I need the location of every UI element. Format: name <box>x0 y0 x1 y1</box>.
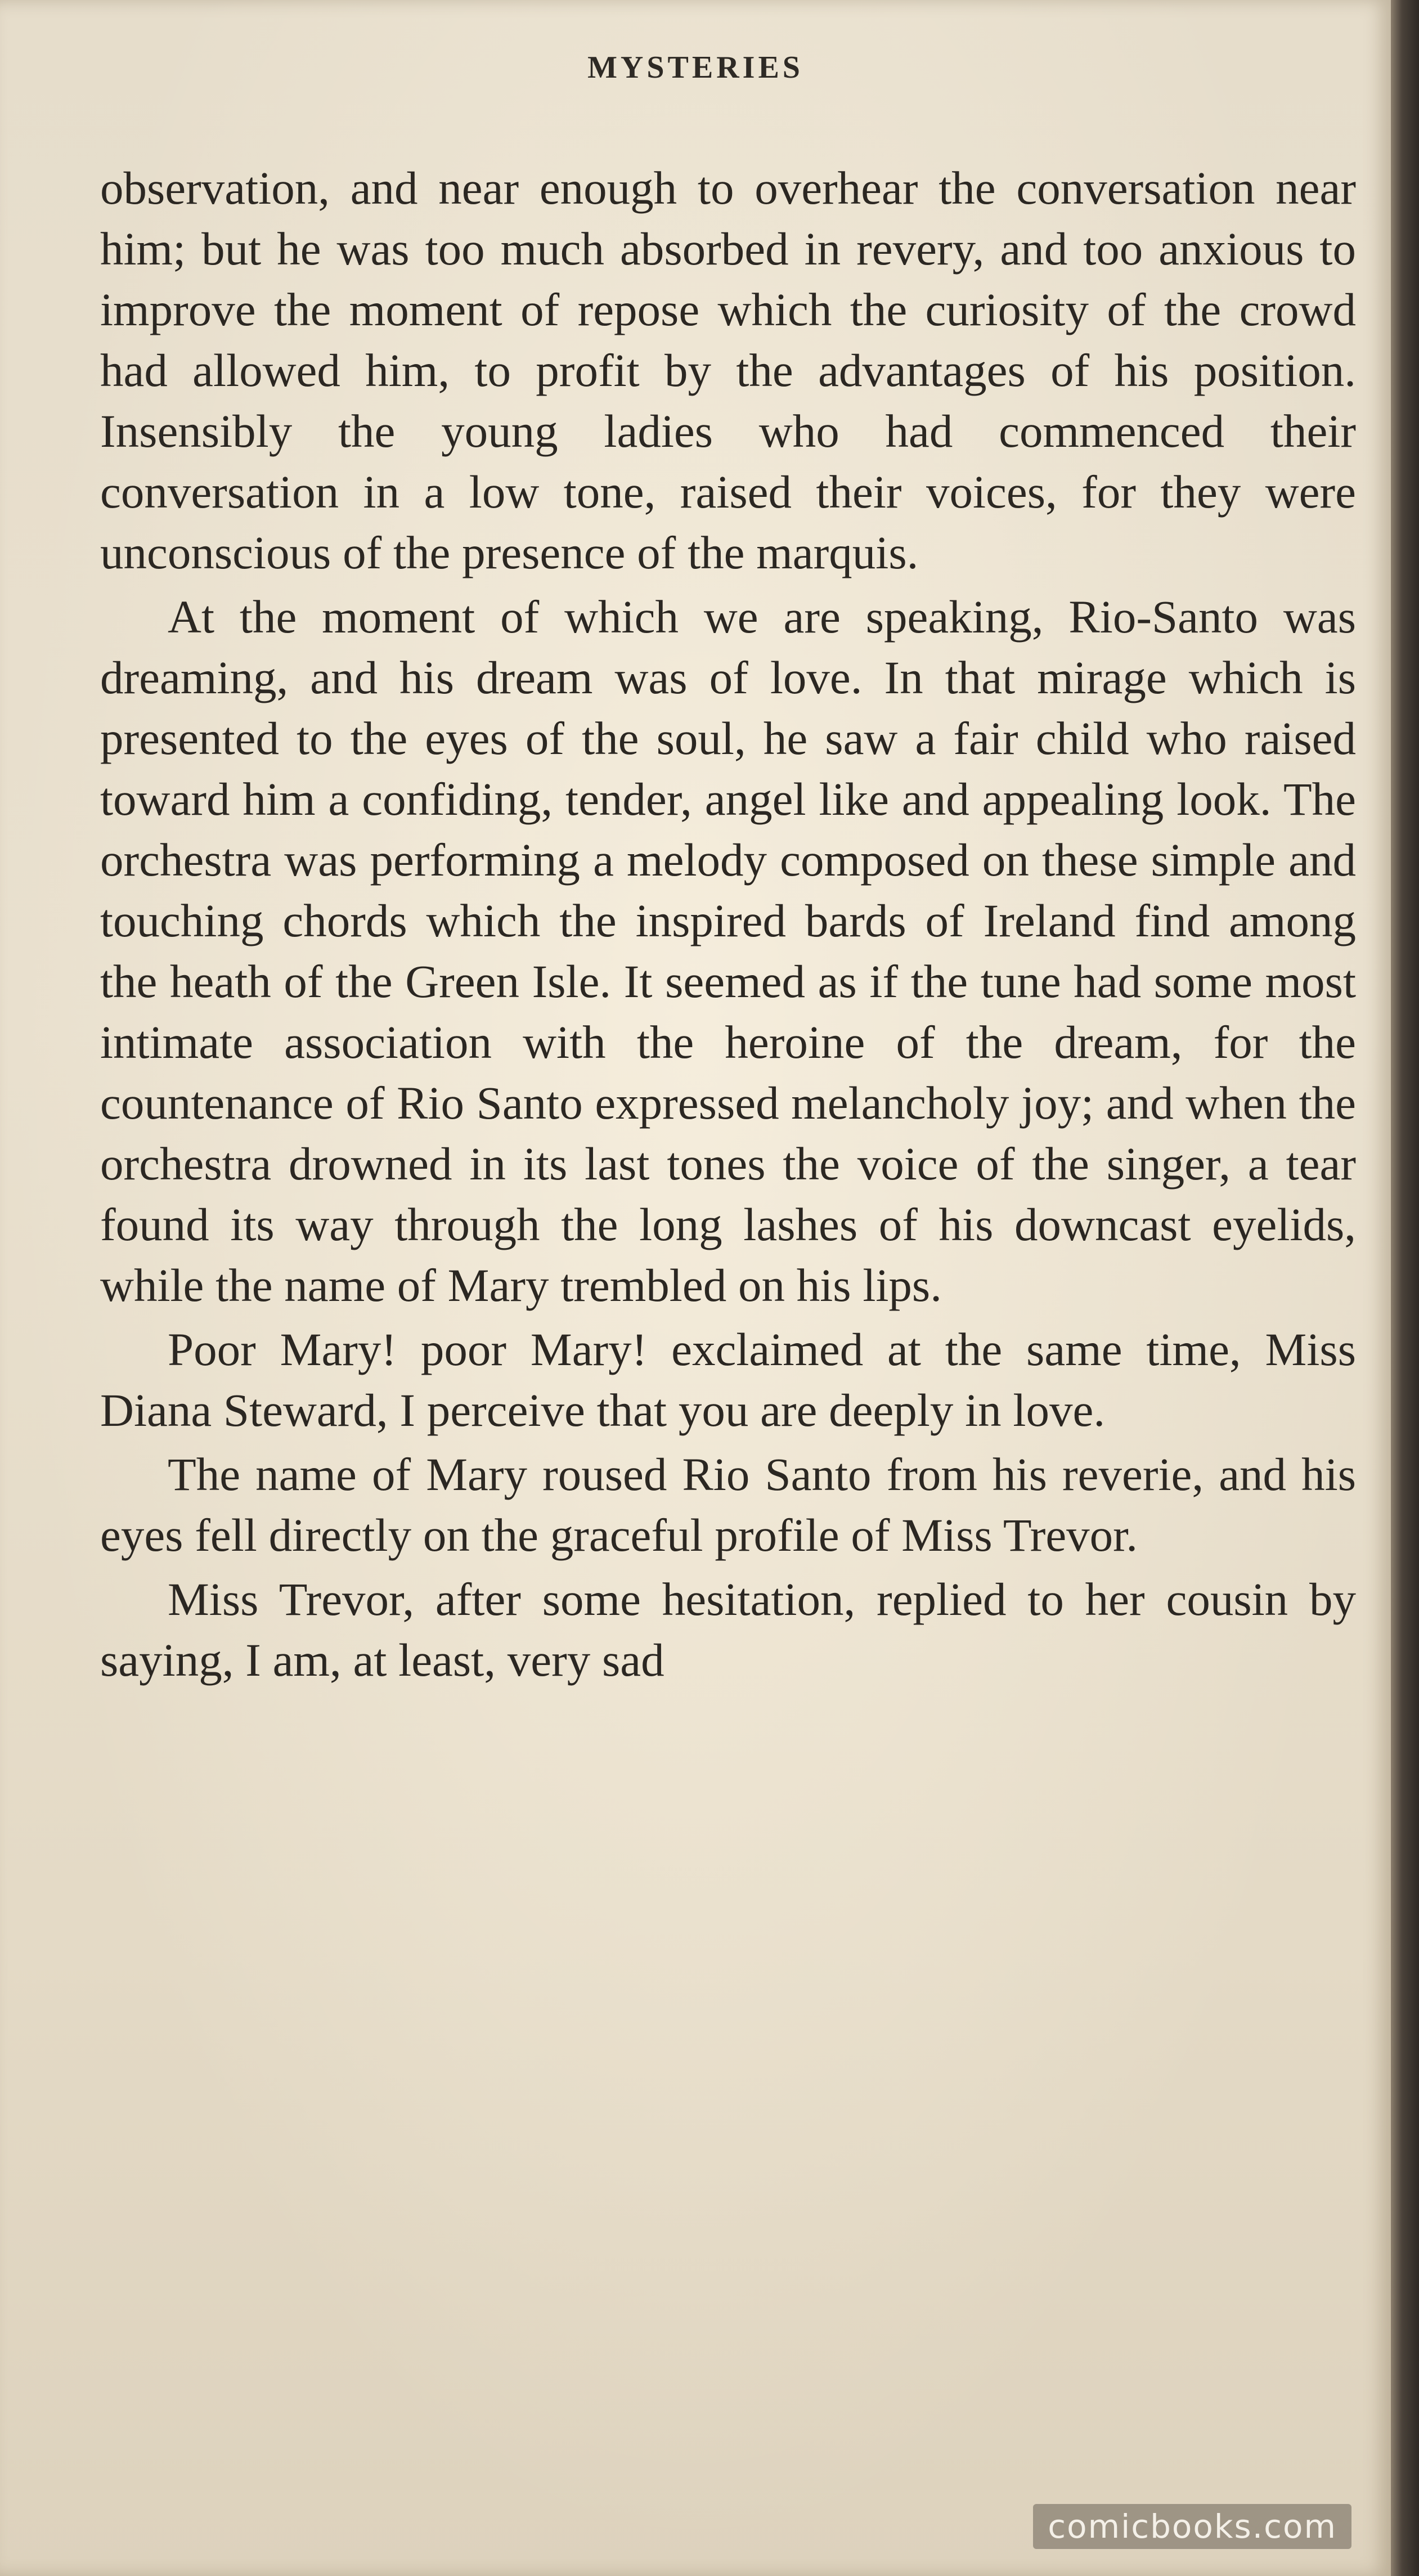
paragraph-4: The name of Mary roused Rio Santo from his reverie, and his eyes fell directly on the graceful profile of Miss Trevor. <box>100 1448 1356 1561</box>
page-body-text <box>100 158 1356 1690</box>
paragraph-2: At the moment of which we are speaking, Rio-Santo was dreaming, and his dream was of love. In that mirage which is presented to the eyes of the soul, he saw a fair child who raised toward him a confiding, tender, angel like and appealing look. The orchestra was performing a melody composed on these simple and touching chords which the inspired bards of Ireland find among the heath of the Green Isle. It seemed as if the tune had some most intimate association with the heroine of the dream, for the countenance of Rio Santo expressed melancholy joy; and when the orchestra drowned in its last tones the voice of the singer, a tear found its way through the long lashes of his downcast eyelids, while the name of Mary trembled on his lips. <box>100 591 1356 1311</box>
site-watermark: comicbooks.com <box>1033 2504 1351 2549</box>
book-spine-edge <box>1391 0 1419 2576</box>
running-header: MYSTERIES <box>587 50 803 85</box>
paragraph-5: Miss Trevor, after some hesitation, replied to her cousin by saying, I am, at least, very sad <box>100 1573 1356 1686</box>
paragraph-1: observation, and near enough to overhear the conversation near him; but he was too much absorbed in revery, and too anxious to improve the moment of repose which the curiosity of the crowd had allowed him, to profit by the advantages of his position. Insensibly the young ladies who had commenced their conversation in a low tone, raised their voices, for they were unconscious of the presence of the marquis. <box>100 162 1356 578</box>
paragraph-3: Poor Mary! poor Mary! exclaimed at the same time, Miss Diana Steward, I perceive that you are deeply in love. <box>100 1323 1356 1436</box>
